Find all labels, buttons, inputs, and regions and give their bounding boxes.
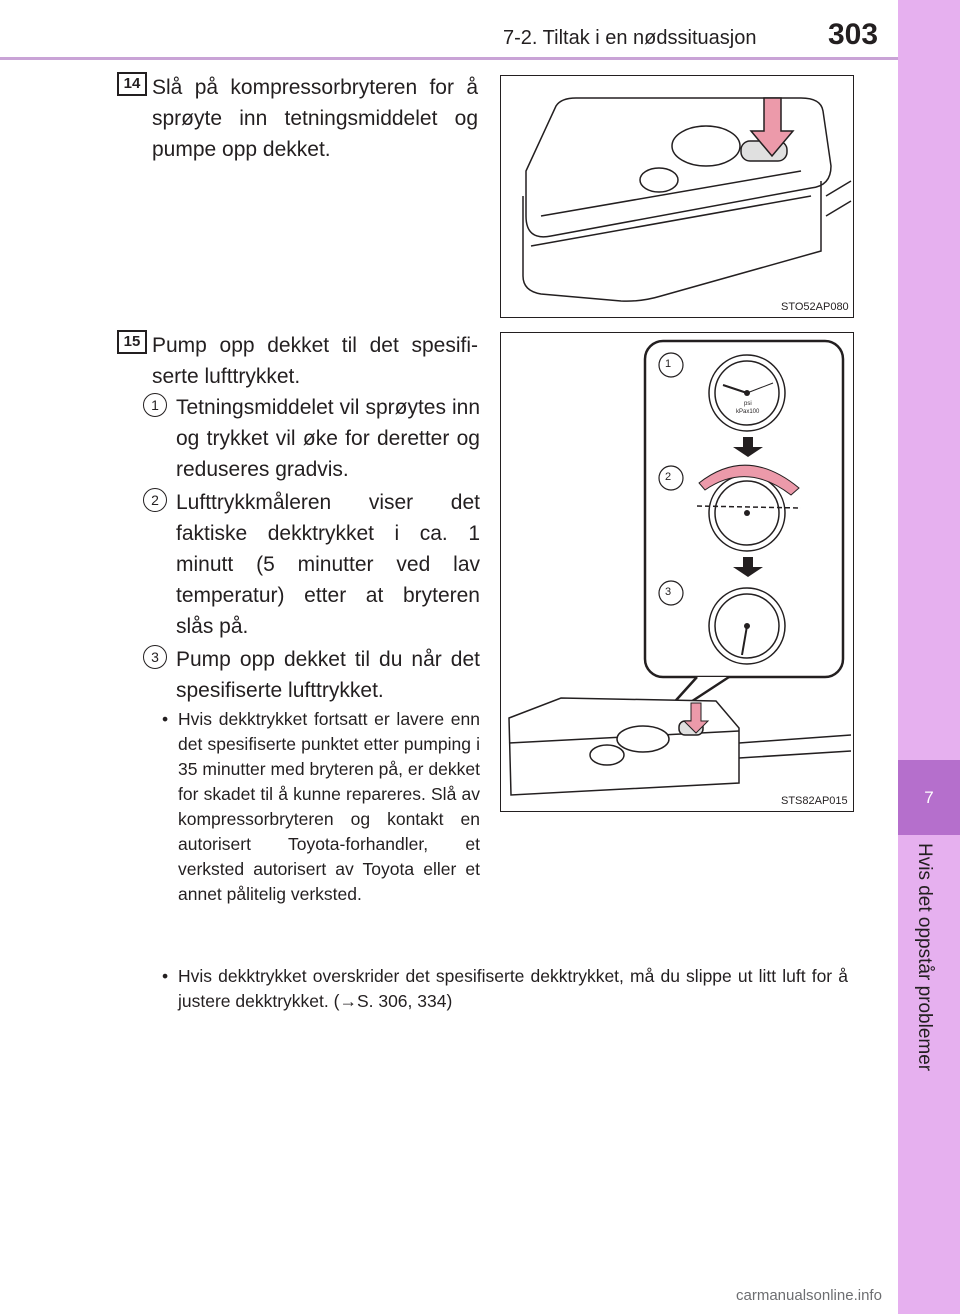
figure-code: STS82AP015 [781, 795, 848, 807]
section-title: 7-2. Tiltak i en nødssituasjon [503, 27, 757, 49]
pressure-gauge-illustration [501, 333, 853, 811]
compressor-switch-illustration [501, 76, 853, 317]
gauge-unit: kPax100 [736, 409, 760, 415]
item-3-text: Pump opp dekket til du når det spesifiserte lufttrykket. [176, 648, 480, 702]
note-1-text: Hvis dekktrykket fortsatt er lavere enn det spesifiserte punktet etter pumping i 35 minutter med bryteren på, er dekket for skadet til å kunne repareres. Slå av kompressorbryteren og kontakt en autorisert Toyota-forhandler, et verksted autorisert av Toyota eller et annet pålitelig verksted. [178, 709, 480, 904]
note-2-bullet: • [162, 966, 169, 986]
item-2-text: Lufttrykkmåleren viser det faktiske dekktrykket i ca. 1 minutt (5 minutter ved lav temperatur) etter at bryteren slås på. [176, 491, 480, 638]
figure-code: STO52AP080 [781, 301, 849, 313]
gauge-psi: psi [744, 401, 752, 407]
note-2-text: Hvis dekktrykket overskrider det spesifiserte dekktrykket, må du slippe ut litt luft for å justere dekktrykket. (→S. 306, 334) [178, 966, 848, 1011]
page-number: 303 [828, 18, 879, 51]
side-tab-number: 7 [898, 760, 960, 835]
watermark: carmanualsonline.info [736, 1287, 882, 1304]
step-14-text: Slå på kompressorbryteren for å sprøyte inn tetningsmiddelet og pumpe opp dekket. [152, 76, 478, 161]
item-3-number: 3 [143, 645, 167, 669]
step-14-badge: 14 [117, 72, 147, 96]
step-15-text: Pump opp dekket til det spesifiserte lufttrykket. [152, 334, 478, 388]
side-tab [898, 0, 960, 1314]
note-1-bullet: • [162, 709, 169, 729]
fig-label-2: 2 [665, 471, 672, 483]
item-1-text: Tetningsmiddelet vil sprøytes inn og trykket vil øke for deretter og reduseres gradvis. [176, 396, 480, 481]
side-tab-label: Hvis det oppstår problemer [914, 843, 935, 1072]
header-rule [0, 57, 898, 60]
step-15-badge: 15 [117, 330, 147, 354]
gauge-figure [500, 332, 854, 812]
item-1-number: 1 [143, 393, 167, 417]
item-2-number: 2 [143, 488, 167, 512]
fig-label-1: 1 [665, 358, 672, 370]
fig-label-3: 3 [665, 586, 672, 598]
compressor-figure [500, 75, 854, 318]
